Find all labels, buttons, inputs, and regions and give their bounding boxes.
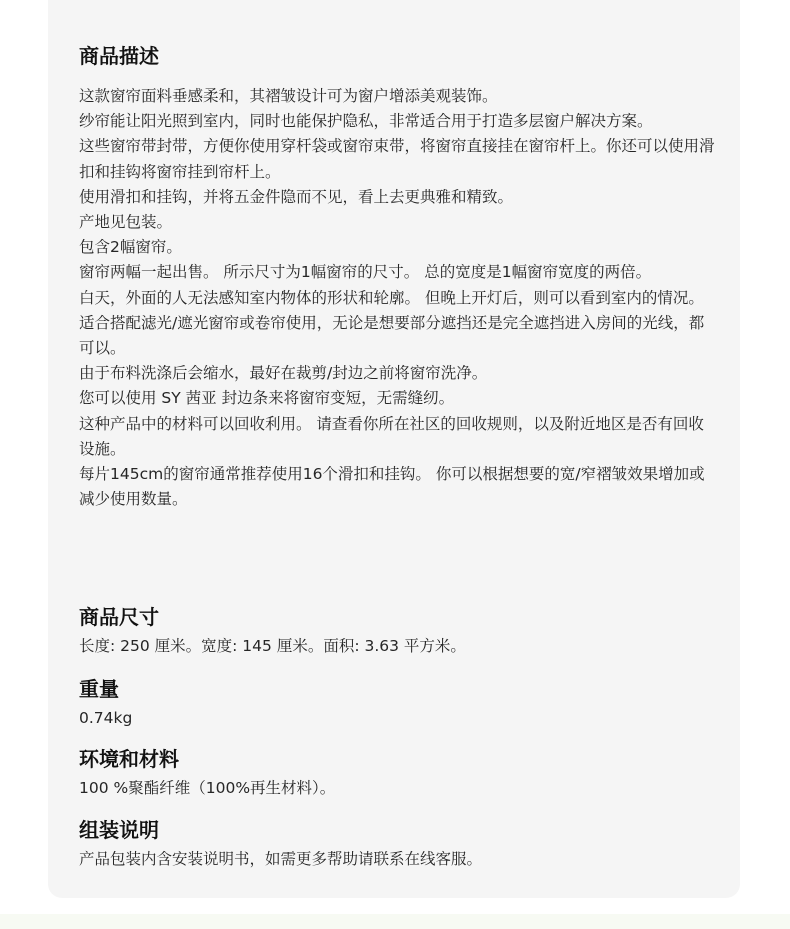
description-paragraph: 这种产品中的材料可以回收利用。 请查看你所在社区的回收规则，以及附近地区是否有回收设施。 <box>79 414 704 458</box>
size-section <box>79 603 719 659</box>
description-paragraph: 产地见包装。 <box>79 213 173 232</box>
assembly-text: 产品包装内含安装说明书，如需更多帮助请联系在线客服。 <box>79 850 483 868</box>
material-text: 100 %聚酯纤维（100%再生材料）。 <box>79 779 336 797</box>
description-paragraph: 纱帘能让阳光照到室内，同时也能保护隐私，非常适合用于打造多层窗户解决方案。 <box>79 112 653 131</box>
description-paragraph: 白天，外面的人无法感知室内物体的形状和轮廓。 但晚上开灯后，则可以看到室内的情况。 <box>79 288 704 307</box>
weight-section <box>79 675 719 731</box>
bottom-divider-strip <box>0 914 790 929</box>
description-paragraph: 由于布料洗涤后会缩水，最好在裁剪/封边之前将窗帘洗净。 <box>79 364 488 383</box>
assembly-section <box>79 816 719 872</box>
description-paragraph: 窗帘两幅一起出售。 所示尺寸为1幅窗帘的尺寸。 总的宽度是1幅窗帘宽度的两倍。 <box>79 263 652 282</box>
weight-text: 0.74kg <box>79 709 133 727</box>
description-paragraph: 每片145cm的窗帘通常推荐使用16个滑扣和挂钩。 你可以根据想要的宽/窄褶皱效果增加或减少使用数量。 <box>79 465 705 509</box>
material-section <box>79 745 719 801</box>
description-paragraph: 这款窗帘面料垂感柔和，其褶皱设计可为窗户增添美观装饰。 <box>79 87 498 105</box>
size-heading: 商品尺寸 <box>79 605 159 629</box>
description-section <box>79 42 719 512</box>
description-paragraph: 您可以使用 SY 茜亚 封边条来将窗帘变短，无需缝纫。 <box>79 389 455 408</box>
description-paragraph: 使用滑扣和挂钩，并将五金件隐而不见，看上去更典雅和精致。 <box>79 187 514 206</box>
description-heading: 商品描述 <box>79 44 159 68</box>
description-paragraph: 这些窗帘带封带，方便你使用穿杆袋或窗帘束带，将窗帘直接挂在窗帘杆上。你还可以使用滑扣和挂钩将窗帘挂到帘杆上。 <box>79 137 715 181</box>
description-paragraph: 包含2幅窗帘。 <box>79 238 182 257</box>
material-heading: 环境和材料 <box>79 747 179 771</box>
weight-heading: 重量 <box>79 677 119 701</box>
description-paragraph: 适合搭配滤光/遮光窗帘或卷帘使用，无论是想要部分遮挡还是完全遮挡进入房间的光线，都可以。 <box>79 313 705 358</box>
assembly-heading: 组装说明 <box>79 818 159 842</box>
size-text: 长度: 250 厘米。宽度: 145 厘米。面积: 3.63 平方米。 <box>79 637 466 655</box>
